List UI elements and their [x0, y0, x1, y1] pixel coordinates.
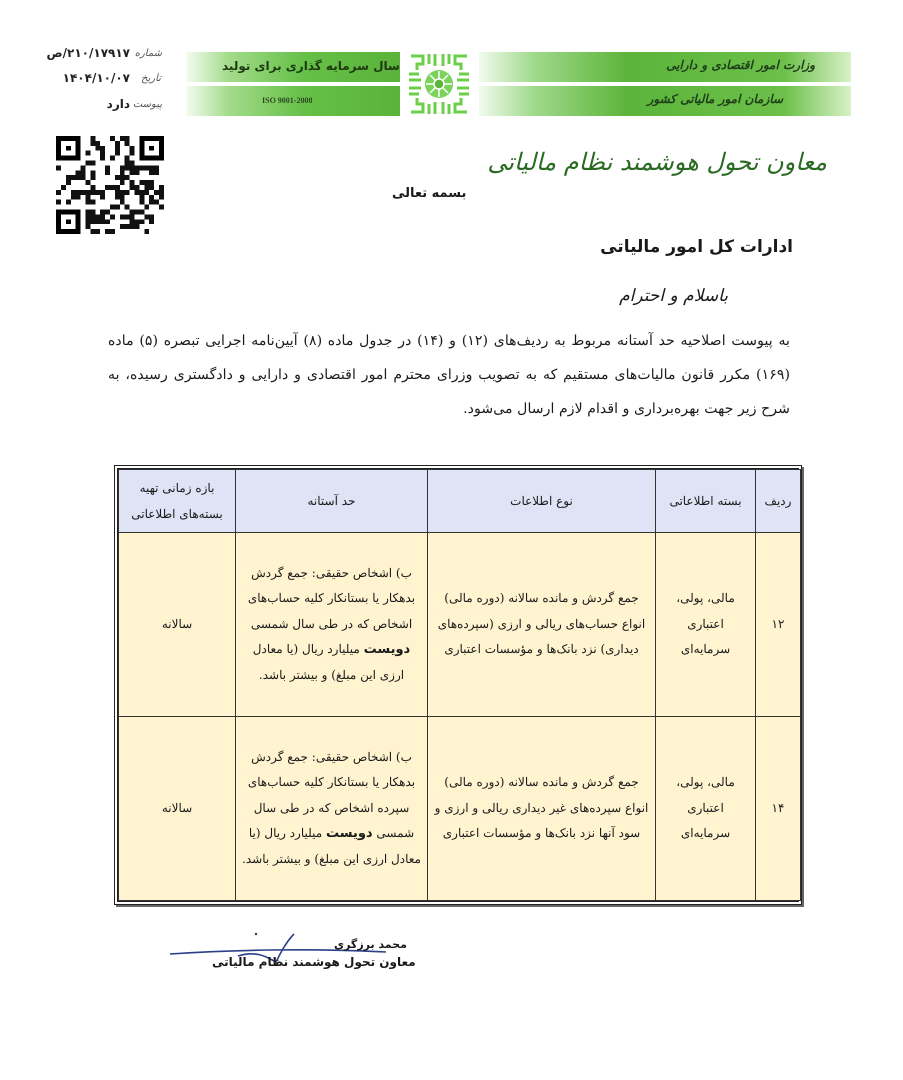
threshold-amount: دویست — [363, 642, 411, 658]
info-type-cell: جمع گردش و مانده سالانه (دوره مالی) انواع سپرده‌های غیر دیداری ریالی و ارزی و سود آنها نزد بانک‌ها و مؤسسات اعتباری — [428, 717, 656, 901]
ministry-name: وزارت امور اقتصادی و دارایی — [666, 58, 815, 72]
letter-date-value: ۱۴۰۴/۱۰/۰۷ — [62, 71, 130, 85]
package-cell: مالی، پولی، اعتباری سرمایه‌ای — [656, 533, 756, 717]
letter-date-label: تاریخ — [141, 72, 161, 84]
header-info-type: نوع اطلاعات — [428, 470, 656, 533]
letter-number-label: شماره — [134, 47, 162, 59]
threshold-table — [114, 465, 802, 905]
row-number: ۱۲ — [756, 533, 801, 717]
letter-date — [42, 71, 162, 85]
table-row — [119, 533, 801, 717]
row-number: ۱۴ — [756, 717, 801, 901]
tax-organization-emblem-icon — [405, 50, 473, 118]
header-period: بازه زمانی تهیه بسته‌های اطلاعاتی — [119, 470, 236, 533]
table-header-row — [119, 470, 801, 533]
department-title: معاون تحول هوشمند نظام مالیاتی — [487, 148, 827, 176]
threshold-amount: دویست — [325, 826, 373, 842]
slogan-text: سال سرمایه گذاری برای تولید — [222, 59, 400, 73]
organization-name: سازمان امور مالیاتی کشور — [647, 92, 783, 106]
letter-number-value: ۲۱۰/۱۷۹۱۷/ص — [46, 46, 130, 60]
package-cell: مالی، پولی، اعتباری سرمایه‌ای — [656, 717, 756, 901]
period-cell: سالانه — [119, 717, 236, 901]
signatory-title: معاون تحول هوشمند نظام مالیاتی — [212, 955, 416, 969]
addressee: ادارات کل امور مالیاتی — [600, 237, 793, 257]
qr-code-icon — [55, 136, 165, 234]
threshold-cell — [236, 717, 428, 901]
letter-number — [42, 46, 162, 60]
letter-attachment-value: دارد — [106, 97, 130, 111]
period-cell: سالانه — [119, 533, 236, 717]
threshold-text-start: ب) اشخاص حقیقی: جمع گردش بدهکار یا بستانکار کلیه حساب‌های اشخاص که در طی سال شمسی — [247, 565, 416, 631]
letter-attachment — [42, 97, 162, 111]
letter-body: به پیوست اصلاحیه حد آستانه مربوط به ردیف‌های (۱۲) و (۱۴) در جدول ماده (۸) آیین‌نامه اجرایی تبصره (۵) ماده (۱۶۹) مکرر قانون مالیات‌های مستقیم که به تصویب وزرای محترم امور اقتصادی و دارایی و دادگستری رسیده، به شرح زیر جهت بهره‌برداری و اقدام لازم ارسال می‌شود. — [108, 333, 790, 417]
header-threshold: حد آستانه — [236, 470, 428, 533]
basmala: بسمه تعالی — [392, 186, 467, 201]
threshold-cell — [236, 533, 428, 717]
threshold-text-end: میلیارد ریال (یا معادل ارزی این مبلغ) و بیشتر باشد. — [242, 826, 421, 866]
table-row — [119, 717, 801, 901]
info-type-cell: جمع گردش و مانده سالانه (دوره مالی) انواع حساب‌های ریالی و ارزی (سپرده‌های دیداری) نزد بانک‌ها و مؤسسات اعتباری — [428, 533, 656, 717]
greeting: باسلام و احترام — [619, 286, 728, 306]
threshold-text-start: ب) اشخاص حقیقی: جمع گردش بدهکار یا بستانکار کلیه حساب‌های سپرده اشخاص که در طی سال شمسی — [247, 749, 416, 841]
iso-text: ISO 9001-2008 — [262, 96, 313, 105]
signatory-name: محمد برزگری — [334, 938, 407, 951]
header-row-number: ردیف — [756, 470, 801, 533]
threshold-text-end: میلیارد ریال (یا معادل ارزی این مبلغ) و بیشتر باشد. — [252, 642, 405, 682]
letter-attachment-label: پیوست — [132, 98, 162, 110]
header-package: بسته اطلاعاتی — [656, 470, 756, 533]
